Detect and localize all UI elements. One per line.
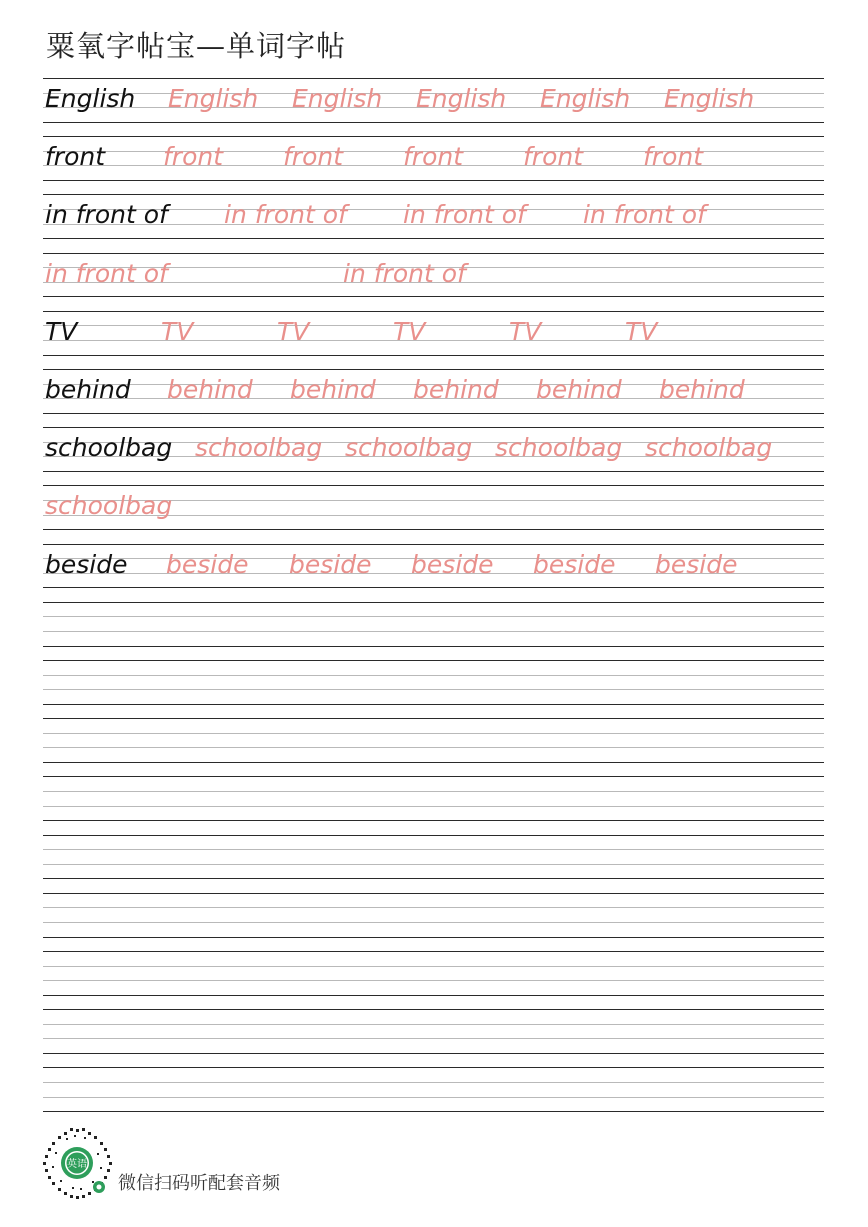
guide-line (43, 966, 824, 967)
trace-word: schoolbag (645, 433, 773, 463)
trace-word: front (163, 142, 224, 172)
guide-line (43, 78, 824, 79)
trace-word: in front of (343, 258, 466, 288)
guide-line (43, 1038, 824, 1039)
guide-line (43, 718, 824, 719)
trace-word: front (523, 142, 584, 172)
guide-line (43, 587, 824, 588)
guide-line (43, 660, 824, 661)
guide-line (43, 616, 824, 617)
trace-word: schoolbag (345, 433, 473, 463)
trace-word: in front of (45, 258, 168, 288)
trace-word: in front of (403, 200, 526, 230)
guide-line (43, 820, 824, 821)
trace-word: front (643, 142, 704, 172)
model-word: behind (45, 375, 131, 404)
trace-word: English (416, 84, 507, 113)
trace-word: in front of (224, 200, 347, 230)
model-word: English (45, 84, 136, 113)
guide-line (43, 878, 824, 879)
qr-badge-label: 英语 (67, 1159, 87, 1170)
guide-line (43, 1097, 824, 1098)
guide-line (43, 296, 824, 297)
guide-line (43, 413, 824, 414)
trace-word: front (283, 142, 344, 172)
guide-line (43, 864, 824, 865)
guide-line (43, 951, 824, 952)
guide-line (43, 835, 824, 836)
trace-word: TV (161, 316, 194, 346)
guide-line (43, 180, 824, 181)
footer-caption: 微信扫码听配套音频 (118, 1173, 280, 1194)
model-word: schoolbag (45, 433, 173, 463)
trace-word: beside (166, 549, 249, 579)
trace-word: English (664, 84, 755, 113)
guide-line (43, 704, 824, 705)
trace-word: schoolbag (45, 491, 173, 521)
guide-line (43, 776, 824, 777)
model-word: TV (45, 316, 78, 346)
guide-line (43, 238, 824, 239)
guide-line (43, 544, 824, 545)
guide-line (43, 907, 824, 908)
guide-line (43, 791, 824, 792)
guide-line (43, 311, 824, 312)
guide-line (43, 194, 824, 195)
guide-line (43, 631, 824, 632)
trace-word: behind (659, 375, 745, 404)
guide-line (43, 747, 824, 748)
trace-word: beside (289, 549, 372, 579)
guide-line (43, 1009, 824, 1010)
guide-line (43, 602, 824, 603)
trace-word: schoolbag (495, 433, 623, 463)
trace-word: beside (533, 549, 616, 579)
trace-word: behind (290, 375, 376, 404)
guide-line (43, 355, 824, 356)
guide-line (43, 485, 824, 486)
qr-code-icon[interactable] (40, 1126, 114, 1200)
guide-line (43, 762, 824, 763)
guide-line (43, 1067, 824, 1068)
guide-line (43, 253, 824, 254)
trace-word: TV (625, 316, 658, 346)
model-word: beside (45, 549, 128, 579)
trace-word: TV (509, 316, 542, 346)
model-word: in front of (45, 200, 168, 230)
guide-line (43, 922, 824, 923)
trace-word: English (540, 84, 631, 113)
guide-line (43, 893, 824, 894)
trace-word: behind (536, 375, 622, 404)
trace-word: TV (393, 316, 426, 346)
trace-word: behind (167, 375, 253, 404)
trace-word: in front of (583, 200, 706, 230)
guide-line (43, 529, 824, 530)
guide-line (43, 1111, 824, 1112)
trace-word: English (292, 84, 383, 113)
trace-word: schoolbag (195, 433, 323, 463)
guide-line (43, 675, 824, 676)
trace-word: front (403, 142, 464, 172)
guide-line (43, 427, 824, 428)
guide-line (43, 471, 824, 472)
guide-line (43, 1053, 824, 1054)
guide-line (43, 689, 824, 690)
guide-line (43, 1024, 824, 1025)
guide-line (43, 980, 824, 981)
guide-line (43, 806, 824, 807)
trace-word: TV (277, 316, 310, 346)
footer (40, 1124, 340, 1204)
guide-line (43, 136, 824, 137)
guide-line (43, 733, 824, 734)
guide-line (43, 937, 824, 938)
trace-word: beside (655, 549, 738, 579)
trace-word: behind (413, 375, 499, 404)
guide-line (43, 995, 824, 996)
guide-line (43, 369, 824, 370)
guide-line (43, 1082, 824, 1083)
trace-word: English (168, 84, 259, 113)
guide-line (43, 849, 824, 850)
page-title: 粟氧字帖宝—单词字帖 (46, 29, 347, 63)
guide-line (43, 122, 824, 123)
guide-line (43, 646, 824, 647)
model-word: front (45, 142, 106, 172)
trace-word: beside (411, 549, 494, 579)
